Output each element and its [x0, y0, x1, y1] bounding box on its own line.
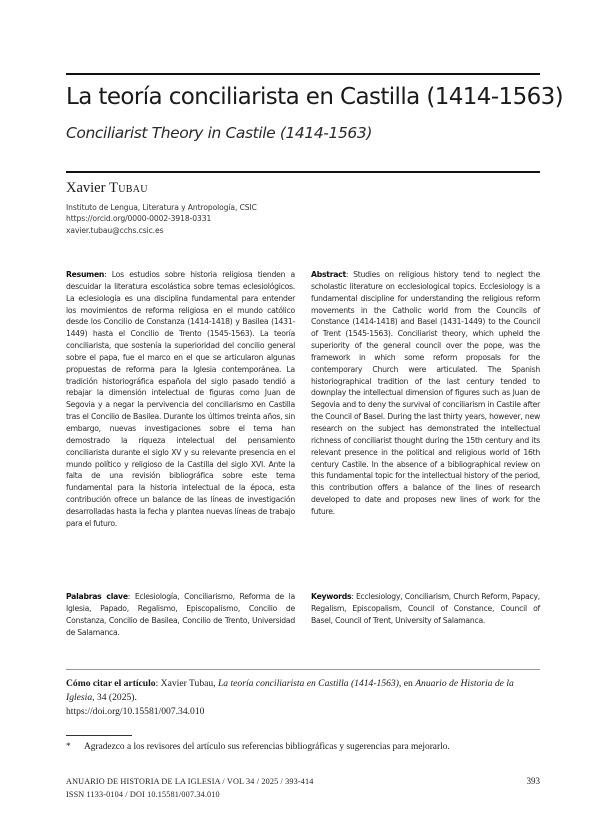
- citation-author: : Xavier Tubau,: [155, 678, 218, 689]
- abstract-label: Abstract: [311, 270, 346, 279]
- article-title: La teoría conciliarista en Castilla (1414-1563): [66, 84, 564, 110]
- keywords-label: Keywords: [311, 592, 352, 601]
- author-first-name: Xavier: [66, 180, 106, 196]
- footnote-text: Agradezco a los revisores del artículo sus referencias bibliográficas y sugerencias para mejorarlo.: [84, 742, 450, 752]
- citation-label: Cómo citar el artículo: [66, 678, 156, 689]
- palabras-clave-section: [66, 591, 295, 638]
- affiliation-email-link[interactable]: xavier.tubau@cchs.csic.es: [66, 225, 164, 235]
- author-name: [66, 180, 148, 197]
- citation-in: , en: [398, 678, 416, 689]
- journal-footer-line1: ANUARIO DE HISTORIA DE LA IGLESIA / VOL 34 / 2025 / 393-414: [66, 777, 314, 786]
- keywords-text: : Ecclesiology, Conciliarism, Church Reform, Papacy, Regalism, Episcopalism, Council of Constance, Council of Basel, Council of Trent, University of Salamanca.: [311, 592, 540, 625]
- citation-volume: , 34 (2025).: [92, 692, 137, 704]
- article-subtitle: Conciliarist Theory in Castile (1414-1563): [66, 124, 372, 142]
- author-affiliation: [66, 202, 257, 236]
- journal-footer: [66, 776, 314, 801]
- resumen-section: [66, 269, 295, 530]
- abstract-section: [311, 269, 540, 518]
- journal-footer-line2: ISSN 1133-0104 / DOI 10.15581/007.34.010: [66, 789, 220, 799]
- top-rule: [66, 73, 540, 75]
- citation-rule: [66, 669, 540, 670]
- footnote-marker: *: [66, 742, 71, 752]
- keywords-section: [311, 591, 540, 627]
- citation-doi-link[interactable]: https://doi.org/10.15581/007.34.010: [66, 706, 205, 718]
- citation-journal: Anuario de Historia de la Iglesia: [66, 678, 514, 704]
- author-last-name: Tubau: [109, 180, 148, 196]
- palabras-clave-label: Palabras clave: [66, 592, 128, 601]
- footnote-rule: [66, 735, 132, 736]
- citation-title: La teoría conciliarista en Castilla (1414-1563): [217, 678, 399, 689]
- footnote: [66, 742, 546, 752]
- page-number: 393: [526, 776, 540, 786]
- author-rule: [66, 171, 540, 173]
- affiliation-institution: Instituto de Lengua, Literatura y Antropología, CSIC: [66, 203, 257, 212]
- resumen-label: Resumen: [66, 270, 105, 279]
- citation-block: [66, 677, 540, 720]
- abstract-text: : Studies on religious history tend to neglect the scholastic literature on ecclesiological topics. Ecclesiology is a fundamental discipline for understanding the religious reform movements in the Catholic world from the Councils of Constance (1414-1418) and Basel (1431-1449) to the Council of Trent (1545-1563). Conciliarist theory, which upheld the superiority of the general council over the pope, was the framework in which some reform proposals for the contemporary Church were articulated. The Spanish historiographical tradition of the last century tended to downplay the intellectual dimension of figures such as Juan de Segovia and to deny the survival of conciliarism in Castile after the Council of Basel. During the last thirty years, however, new research on the subject has demonstrated the intellectual richness of conciliarist thought during the 15th century and its relevant presence in the political and religious world of 16th century Castile. In the absence of a bibliographical review on this fundamental topic for the intellectual history of the period, this contribution offers a balance of the lines of research developed to date and proposes new lines of work for the future.: [311, 270, 540, 516]
- affiliation-orcid-link[interactable]: https://orcid.org/0000-0002-3918-0331: [66, 214, 212, 224]
- palabras-clave-text: : Eclesiología, Conciliarismo, Reforma de la Iglesia, Papado, Regalismo, Episcopalismo, Concilio de Constanza, Concilio de Basilea, Concilio de Trento, Universidad de Salamanca.: [66, 592, 296, 637]
- resumen-text: : Los estudios sobre historia religiosa tienden a descuidar la literatura escolástica sobre temas eclesiológicos. La eclesiología es una disciplina fundamental para entender los movimientos de reforma religiosa en el mundo católico desde los Concilio de Constanza (1414-1418) y Basilea (1431-1449) hasta el Concilio de Trento (1545-1563). La teoría conciliarista, que sostenía la superioridad del concilio general sobre el papa, fue el marco en el que se articularon algunas propuestas de reforma para la Iglesia contemporánea. La tradición historiográfica española del siglo pasado tendió a rebajar la dimensión intelectual de figuras como Juan de Segovia y a negar la pervivencia del conciliarismo en Castilla tras el Concilio de Basilea. Durante los últimos treinta años, sin embargo, nuevas investigaciones sobre el tema han demostrado la riqueza intelectual del pensamiento conciliarista durante el siglo XV y su relevante presencia en el mundo político y religioso de la Castilla del siglo XVI. Ante la falta de una revisión bibliográfica sobre este tema fundamental para la historia intelectual de la época, esta contribución ofrece un balance de las líneas de investigación desarrolladas hasta la fecha y plantea nuevas líneas de trabajo para el futuro.: [66, 270, 295, 528]
